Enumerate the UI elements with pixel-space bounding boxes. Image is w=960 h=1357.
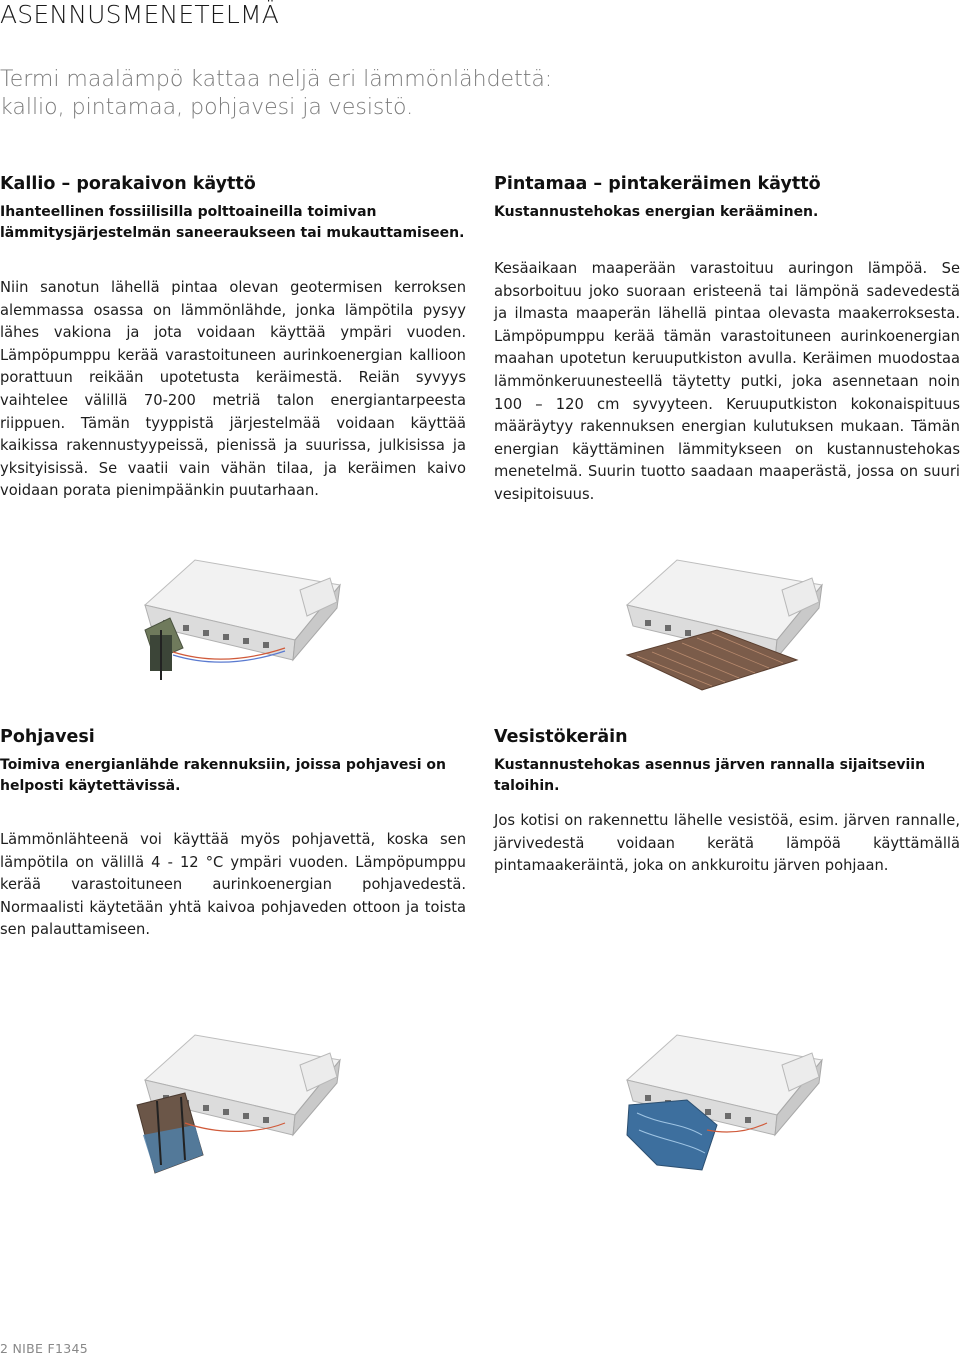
pohjavesi-lead: Toimiva energianlähde rakennuksiin, joissa pohjavesi on helposti käytettävissä. [0,757,446,794]
vesisto-body: Jos kotisi on rakennettu lähelle vesistöä, esim. järven rannalle, järvivedestä voidaan kerätä lämpöä käyttämällä pintamaakeräintä, joka on ankkuroitu järven pohjaan. [494,812,960,875]
intro-text: Termi maalämpö kattaa neljä eri lämmönlähdettä: kallio, pintamaa, pohjavesi ja vesistö. [0,67,553,120]
page-title: ASENNUSMENETELMÄ [0,0,280,29]
borehole-house-illustration [125,530,375,700]
lake-collector-house-illustration [607,1005,857,1175]
vesisto-lead: Kustannustehokas asennus järven rannalla sijaitseviin taloihin. [494,757,926,794]
pohjavesi-heading: Pohjavesi [0,727,95,747]
pintamaa-lead: Kustannustehokas energian kerääminen. [494,204,819,220]
kallio-body: Niin sanotun lähellä pintaa olevan geotermisen kerroksen alemmassa osassa on lämmönlähde, jonka lämpötila pysyy lähes vakiona ja jota voidaan käyttää ympäri vuoden. Lämpöpumppu kerää varastoituneen aurinkoenergian kallioon porattuun reikään upotetusta keräimestä. Reiän syvyys vaihtelee välillä 70-200 metriä talon energiantarpeesta riippuen. Tämän tyyppistä järjestelmää voidaan käyttää kaikissa rakennustyypeissä, pienissä ja suurissa, julkisissa ja yksityisissä. Se vaatii vain vähän tilaa, ja keräimen kaivo voidaan porata pienimpäänkin puutarhaan. [0,279,466,500]
vesisto-heading: Vesistökeräin [494,727,628,747]
page-footer: 2 NIBE F1345 [0,1341,89,1356]
ground-collector-house-illustration [607,530,857,700]
pintamaa-heading: Pintamaa – pintakeräimen käyttö [494,174,821,194]
pintamaa-body: Kesäaikaan maaperään varastoituu auringon lämpöä. Se absorboituu joko suoraan eristeenä tai lämpönä sadevedestä ja ilmasta maaperän lähellä pintaa olevasta maakerroksesta. Lämpöpumppu kerää tämän varastoituneen aurinkoenergian maahan upotetun keruuputkiston avulla. Keräimen muodostaa lämmönkeruunesteellä täytetty putki, joka asennetaan noin 100 – 120 cm syvyyteen. Keruuputkiston kokonaispituus määräytyy rakennuksen energian kulutuksen mukaan. Tämän energian käyttäminen lämmitykseen on kustannustehokas menetelmä. Suurin tuotto saadaan maaperästä, jossa on suuri vesipitoisuus. [494,260,960,503]
pohjavesi-body: Lämmönlähteenä voi käyttää myös pohjavettä, koska sen lämpötila on välillä 4 - 12 °C ympäri vuoden. Lämpöpumppu kerää varastoituneen aurinkoenergian pohjavedestä. Normaalisti käytetään yhtä kaivoa pohjaveden ottoon ja toista sen palauttamiseen. [0,831,466,939]
groundwater-house-illustration [125,1005,375,1175]
kallio-heading: Kallio – porakaivon käyttö [0,174,256,194]
kallio-lead: Ihanteellinen fossiilisilla polttoaineilla toimivan lämmitysjärjestelmän saneeraukseen tai mukauttamiseen. [0,204,465,241]
